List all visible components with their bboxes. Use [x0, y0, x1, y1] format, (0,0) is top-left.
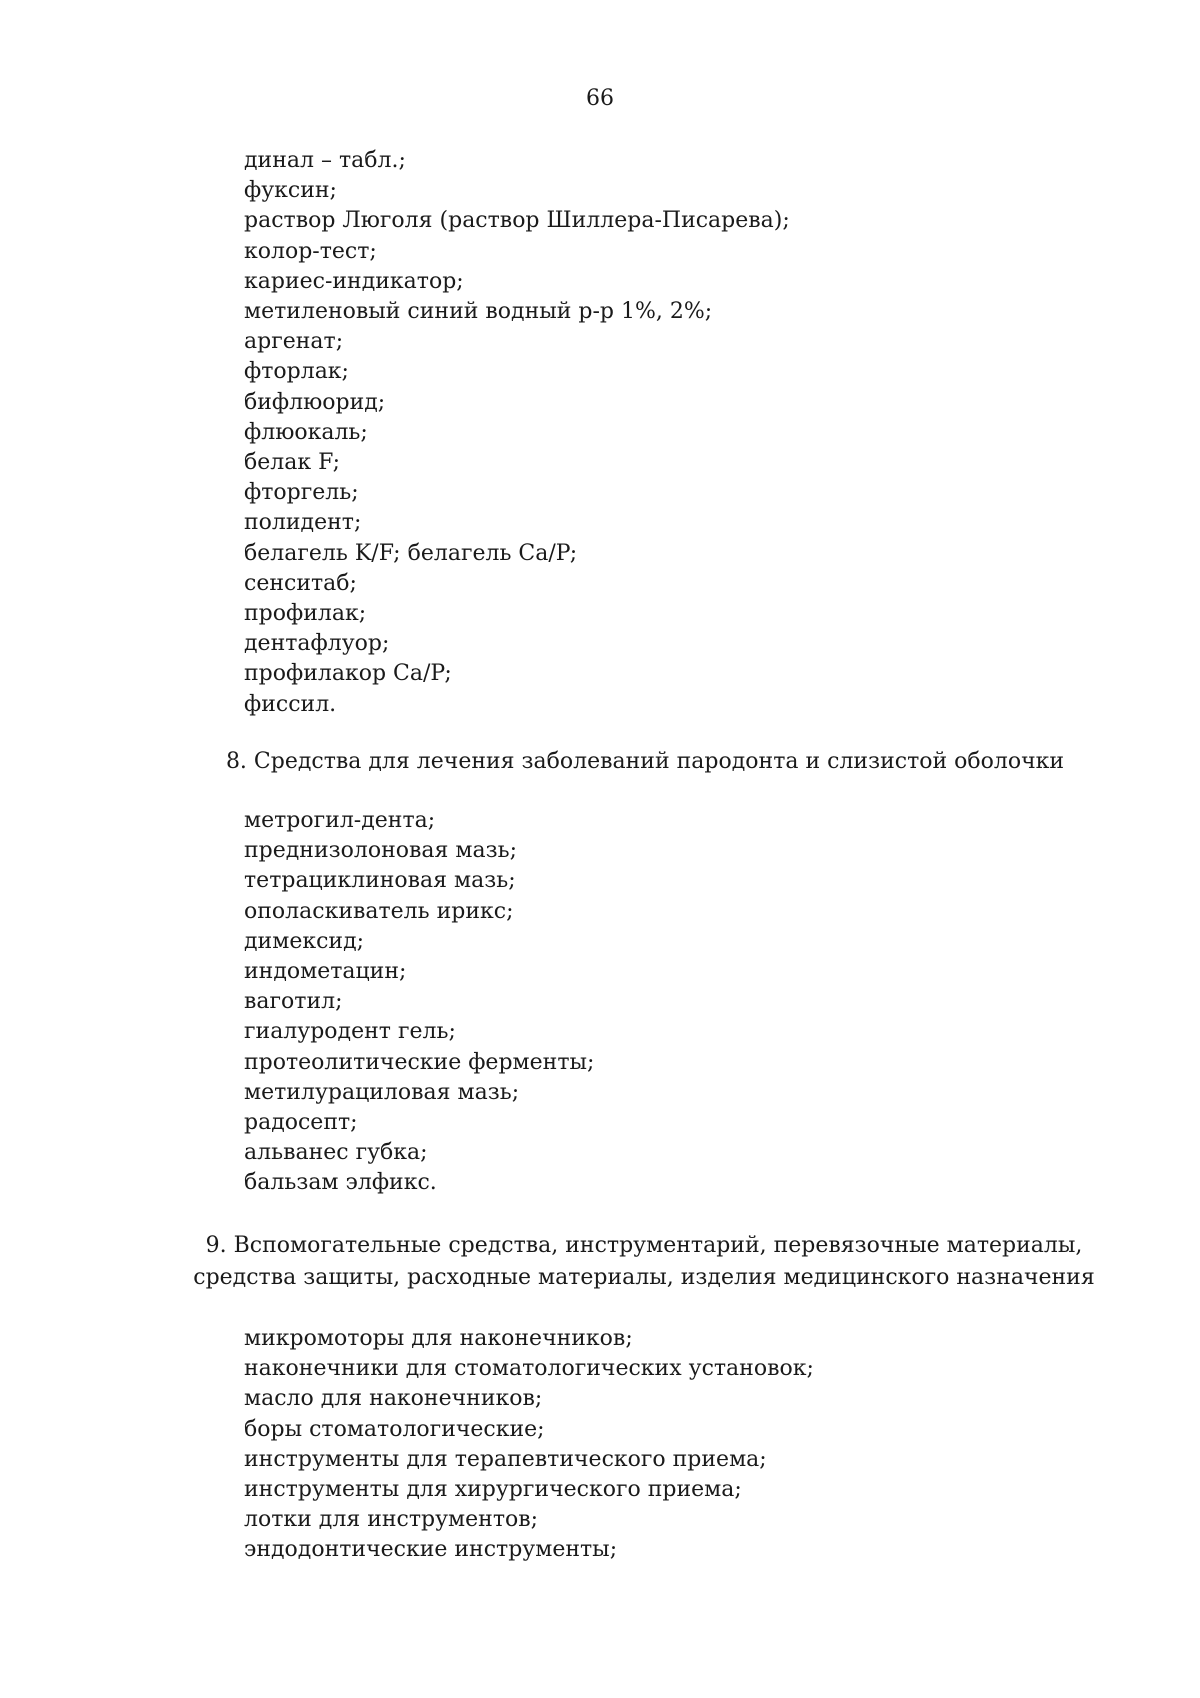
list-item: ополаскиватель ирикс; — [244, 898, 514, 924]
list-item: метилурациловая мазь; — [244, 1079, 520, 1105]
list-item: тетрациклиновая мазь; — [244, 868, 516, 894]
page-number: 66 — [586, 86, 614, 111]
list-item: боры стоматологические; — [244, 1416, 545, 1442]
list-item: фторлак; — [244, 359, 349, 385]
list-item: радосепт; — [244, 1110, 358, 1136]
list-item: профилакор Ca/P; — [244, 661, 452, 687]
list-item: инструменты для хирургического приема; — [244, 1477, 742, 1503]
list-item: лотки для инструментов; — [244, 1507, 539, 1533]
section-8-heading-text: 8. Средства для лечения заболеваний пародонта и слизистой оболочки — [225, 749, 1065, 774]
list-item: альванес губка; — [244, 1140, 428, 1166]
list-item: бифлюорид; — [244, 389, 386, 415]
list-item: полидент; — [244, 510, 362, 536]
section-9-heading-line-1: 9. Вспомогательные средства, инструментарий, перевязочные материалы, — [205, 1233, 1083, 1258]
list-item: раствор Люголя (раствор Шиллера-Писарева); — [244, 208, 790, 234]
list-item: эндодонтические инструменты; — [244, 1537, 618, 1563]
list-item: индометацин; — [244, 959, 407, 985]
list-item: гиалуродент гель; — [244, 1019, 456, 1045]
section-9-heading — [0, 1230, 1200, 1294]
list-item: колор-тест; — [244, 238, 377, 264]
list-item: дентафлуор; — [244, 631, 390, 657]
list-item: димексид; — [244, 928, 365, 954]
list-item: аргенат; — [244, 329, 344, 355]
list-item: масло для наконечников; — [244, 1386, 543, 1412]
section-9-heading-line-2: средства защиты, расходные материалы, изделия медицинского назначения — [193, 1265, 1095, 1290]
list-item: наконечники для стоматологических установок; — [244, 1356, 814, 1382]
list-item: метрогил-дента; — [244, 808, 436, 833]
section-8-heading — [0, 746, 1200, 778]
list-item: флюокаль; — [244, 419, 368, 445]
list-item: бальзам элфикс. — [244, 1170, 437, 1196]
list-item: сенситаб; — [244, 570, 357, 596]
list-item: фторгель; — [244, 480, 359, 506]
preventive-agents-list — [244, 146, 790, 720]
list-item: микромоторы для наконечников; — [244, 1326, 633, 1351]
list-item: белагель K/F; белагель Ca/P; — [244, 540, 578, 566]
list-item: фиссил. — [244, 691, 337, 717]
list-item: протеолитические ферменты; — [244, 1049, 595, 1075]
list-item: белак F; — [244, 450, 340, 476]
list-item: метиленовый синий водный р-р 1%, 2%; — [244, 299, 713, 325]
auxiliary-materials-list — [244, 1324, 814, 1566]
periodontal-agents-list — [244, 806, 594, 1199]
list-item: профилак; — [244, 601, 367, 627]
list-item: фуксин; — [244, 178, 337, 204]
list-item: динал – табл.; — [244, 148, 406, 173]
list-item: ваготил; — [244, 989, 343, 1015]
list-item: кариес-индикатор; — [244, 268, 464, 294]
list-item: преднизолоновая мазь; — [244, 838, 518, 864]
list-item: инструменты для терапевтического приема; — [244, 1446, 767, 1472]
